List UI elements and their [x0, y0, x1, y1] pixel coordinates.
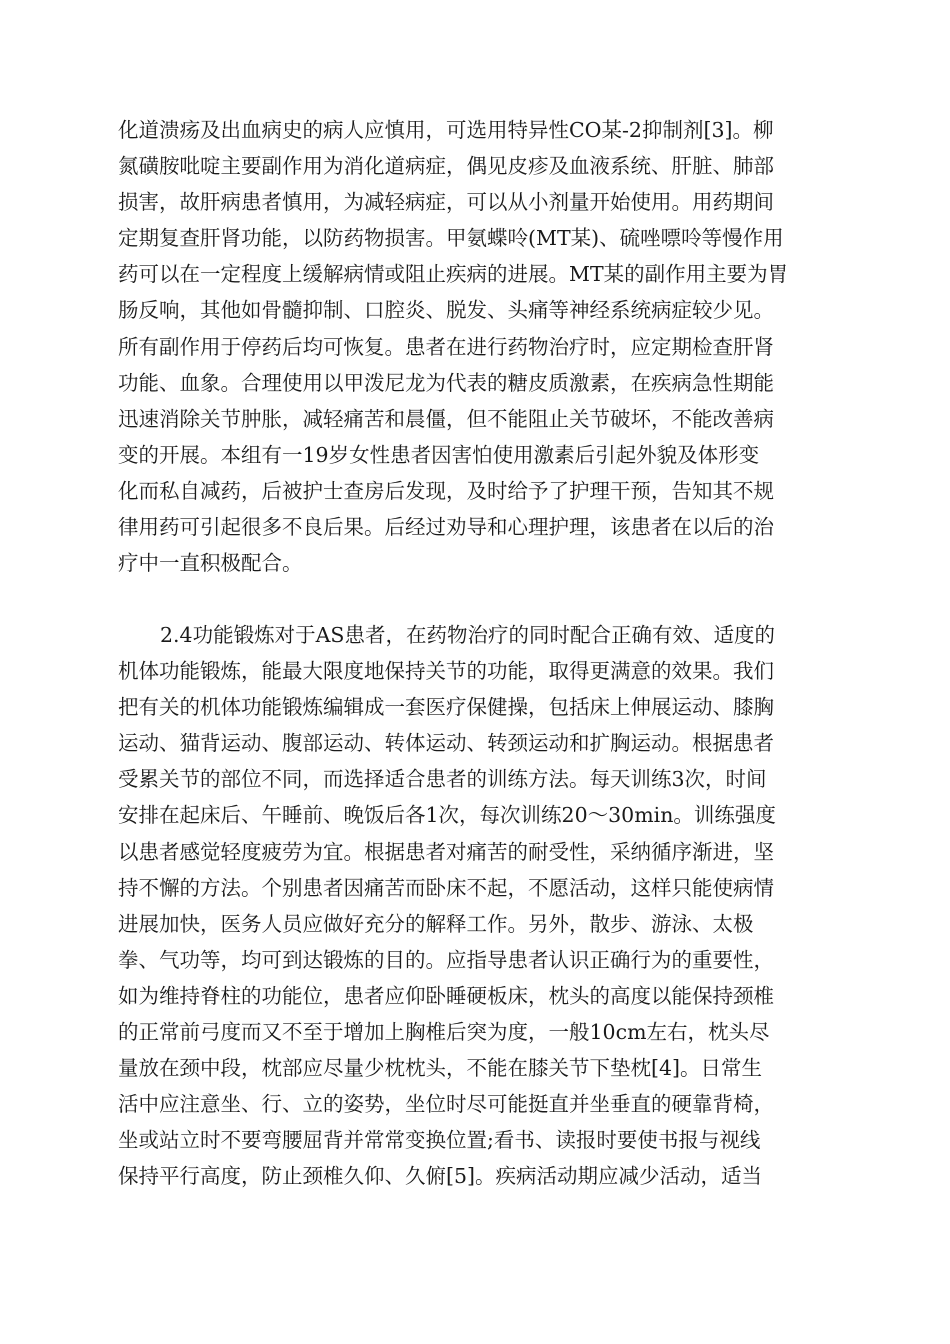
text-line: 机体功能锻炼，能最大限度地保持关节的功能，取得更满意的效果。我们 — [118, 659, 774, 684]
text-line: 损害，故肝病患者慎用，为减轻病症，可以从小剂量开始使用。用药期间 — [118, 190, 774, 215]
text-line: 持不懈的方法。个别患者因痛苦而卧床不起，不愿活动，这样只能使病情 — [118, 875, 774, 900]
text-line: 活中应注意坐、行、立的姿势，坐位时尽可能挺直并坐垂直的硬靠背椅， — [118, 1092, 774, 1117]
text-line: 量放在颈中段，枕部应尽量少枕枕头，不能在膝关节下垫枕[4]。日常生 — [118, 1056, 763, 1081]
text-line: 迅速消除关节肿胀，减轻痛苦和晨僵，但不能阻止关节破坏，不能改善病 — [118, 406, 774, 431]
text-line: 安排在起床后、午睡前、晚饭后各1次，每次训练20～30min。训练强度 — [118, 803, 776, 828]
paragraph-medication — [118, 112, 788, 581]
text-line: 保持平行高度，防止颈椎久仰、久俯[5]。疾病活动期应减少活动，适当 — [118, 1164, 763, 1189]
text-line: 化而私自减药，后被护士查房后发现，及时给予了护理干预，告知其不规 — [118, 478, 774, 503]
text-line: 受累关节的部位不同，而选择适合患者的训练方法。每天训练3次，时间 — [118, 767, 767, 792]
text-line: 功能、血象。合理使用以甲泼尼龙为代表的糖皮质激素，在疾病急性期能 — [118, 370, 774, 395]
text-line: 的正常前弓度而又不至于增加上胸椎后突为度，一般10cm左右，枕头尽 — [118, 1020, 770, 1045]
text-line: 2.4功能锻炼对于AS患者，在药物治疗的同时配合正确有效、适度的 — [160, 623, 775, 647]
text-line: 所有副作用于停药后均可恢复。患者在进行药物治疗时，应定期检查肝肾 — [118, 334, 774, 359]
paragraph-exercise — [118, 617, 776, 1195]
text-line: 进展加快，医务人员应做好充分的解释工作。另外，散步、游泳、太极 — [118, 911, 754, 936]
text-line: 定期复查肝肾功能，以防药物损害。甲氨蝶呤(MT某)、硫唑嘌呤等慢作用 — [118, 226, 784, 251]
text-line: 坐或站立时不要弯腰屈背并常常变换位置;看书、读报时要使书报与视线 — [118, 1128, 761, 1153]
text-line: 以患者感觉轻度疲劳为宜。根据患者对痛苦的耐受性，采纳循序渐进，坚 — [118, 839, 774, 864]
text-line: 运动、猫背运动、腹部运动、转体运动、转颈运动和扩胸运动。根据患者 — [118, 731, 774, 756]
text-line: 化道溃疡及出血病史的病人应慎用，可选用特异性CO某-2抑制剂[3]。柳 — [118, 118, 774, 142]
text-line: 药可以在一定程度上缓解病情或阻止疾病的进展。MT某的副作用主要为胃 — [118, 262, 789, 287]
text-line: 氮磺胺吡啶主要副作用为消化道病症，偶见皮疹及血液系统、肝脏、肺部 — [118, 154, 774, 179]
text-line: 拳、气功等，均可到达锻炼的目的。应指导患者认识正确行为的重要性， — [118, 947, 774, 972]
text-line: 如为维持脊柱的功能位，患者应仰卧睡硬板床，枕头的高度以能保持颈椎 — [118, 983, 774, 1008]
text-line: 把有关的机体功能锻炼编辑成一套医疗保健操，包括床上伸展运动、膝胸 — [118, 695, 774, 720]
text-line: 疗中一直积极配合。 — [118, 551, 303, 576]
text-line: 律用药可引起很多不良后果。后经过劝导和心理护理，该患者在以后的治 — [118, 515, 774, 540]
text-line: 肠反响，其他如骨髓抑制、口腔炎、脱发、头痛等神经系统病症较少见。 — [118, 298, 774, 323]
text-line: 变的开展。本组有一19岁女性患者因害怕使用激素后引起外貌及体形变 — [118, 442, 760, 467]
